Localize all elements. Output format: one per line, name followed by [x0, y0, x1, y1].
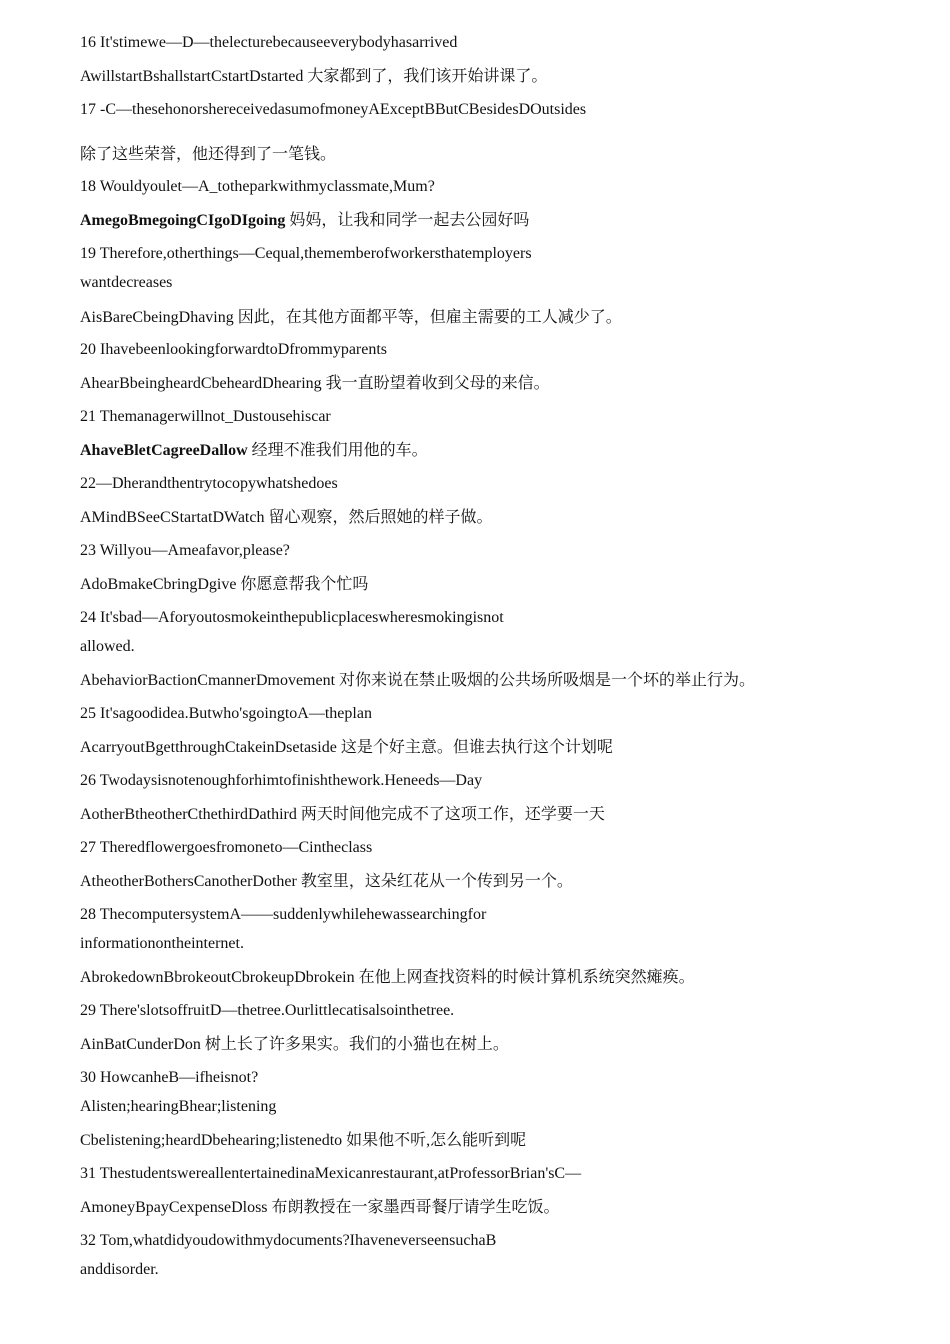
text-line: AisBareCbeingDhaving 因此，在其他方面都平等，但雇主需要的工人减少了。 [80, 309, 622, 326]
text-line: 29 There'slotsoffruitD—thetree.Ourlittlecatisalsointhetree. [80, 1002, 455, 1019]
text-line: 27 Theredflowergoesfromoneto—Cintheclass [80, 839, 373, 856]
bold-answer-options: AmegoBmegoingCIgoDIgoing [80, 212, 286, 229]
text-line: anddisorder. [80, 1261, 159, 1278]
text-line: allowed. [80, 638, 135, 655]
text-line: AmoneyBpayCexpenseDloss 布朗教授在一家墨西哥餐厅请学生吃饭。 [80, 1199, 560, 1216]
text-line: 21 Themanagerwillnot_Dustousehiscar [80, 408, 331, 425]
translation-text: 经理不准我们用他的车。 [247, 442, 428, 459]
text-line: 19 Therefore,otherthings—Cequal,thememberofworkersthatemployers [80, 245, 532, 262]
text-line: 30 HowcanheB—ifheisnot? [80, 1069, 259, 1086]
translation-text: 妈妈，让我和同学一起去公园好吗 [285, 212, 530, 229]
text-line: 31 ThestudentswereallentertainedinaMexicanrestaurant,atProfessorBrian'sC— [80, 1165, 582, 1182]
text-line: AbrokedownBbrokeoutCbrokeupDbrokein 在他上网查找资料的时候计算机系统突然瘫痪。 [80, 969, 695, 986]
text-line: AdoBmakeCbringDgive 你愿意帮我个忙吗 [80, 576, 369, 593]
text-line: 26 Twodaysisnotenoughforhimtofinishthework.Heneeds—Day [80, 772, 483, 789]
text-line: AMindBSeeCStartatDWatch 留心观察，然后照她的样子做。 [80, 509, 493, 526]
text-line: Alisten;hearingBhear;listening [80, 1098, 277, 1115]
text-line: AwillstartBshallstartCstartDstarted 大家都到了，我们该开始讲课了。 [80, 68, 548, 85]
text-line [80, 211, 529, 231]
text-line: 除了这些荣誉，他还得到了一笔钱。 [80, 146, 337, 163]
bold-answer-options: AhaveBletCagreeDallow [80, 442, 248, 459]
text-line: AinBatCunderDon 树上长了许多果实。我们的小猫也在树上。 [80, 1036, 509, 1053]
text-line: 24 It'sbad—Aforyoutosmokeinthepublicplaceswheresmokingisnot [80, 609, 504, 626]
text-line: AhearBbeingheardCbeheardDhearing 我一直盼望着收到父母的来信。 [80, 375, 550, 392]
text-line: Cbelistening;heardDbehearing;listenedto 如果他不听,怎么能听到呢 [80, 1132, 527, 1149]
text-line: AotherBtheotherCthethirdDathird 两天时间他完成不了这项工作，还学要一天 [80, 806, 605, 823]
text-line: 23 Willyou—Ameafavor,please? [80, 542, 290, 559]
text-line: 16 It'stimewe—D—thelecturebecauseeverybodyhasarrived [80, 34, 458, 51]
text-line [80, 441, 428, 461]
text-line: wantdecreases [80, 274, 173, 291]
text-line: 18 Wouldyoulet—A_totheparkwithmyclassmate,Mum? [80, 178, 435, 195]
text-line: 20 IhavebeenlookingforwardtoDfrommyparents [80, 341, 388, 358]
text-line: AcarryoutBgetthroughCtakeinDsetaside 这是个好主意。但谁去执行这个计划呢 [80, 739, 613, 756]
text-line: 25 It'sagoodidea.Butwho'sgoingtoA—theplan [80, 705, 372, 722]
text-line: 32 Tom,whatdidyoudowithmydocuments?IhaveneverseensuchaB [80, 1232, 497, 1249]
text-line: informationontheinternet. [80, 935, 244, 952]
text-line: 17 -C—thesehonorshereceivedasumofmoneyAExceptBButCBesidesDOutsides [80, 101, 587, 118]
text-line: AtheotherBothersCanotherDother 教室里，这朵红花从一个传到另一个。 [80, 873, 573, 890]
text-line: 28 ThecomputersystemA——suddenlywhilehewassearchingfor [80, 906, 487, 923]
text-line: 22—Dherandthentrytocopywhatshedoes [80, 475, 338, 492]
text-line: AbehaviorBactionCmannerDmovement 对你来说在禁止吸烟的公共场所吸烟是一个坏的举止行为。 [80, 672, 756, 689]
